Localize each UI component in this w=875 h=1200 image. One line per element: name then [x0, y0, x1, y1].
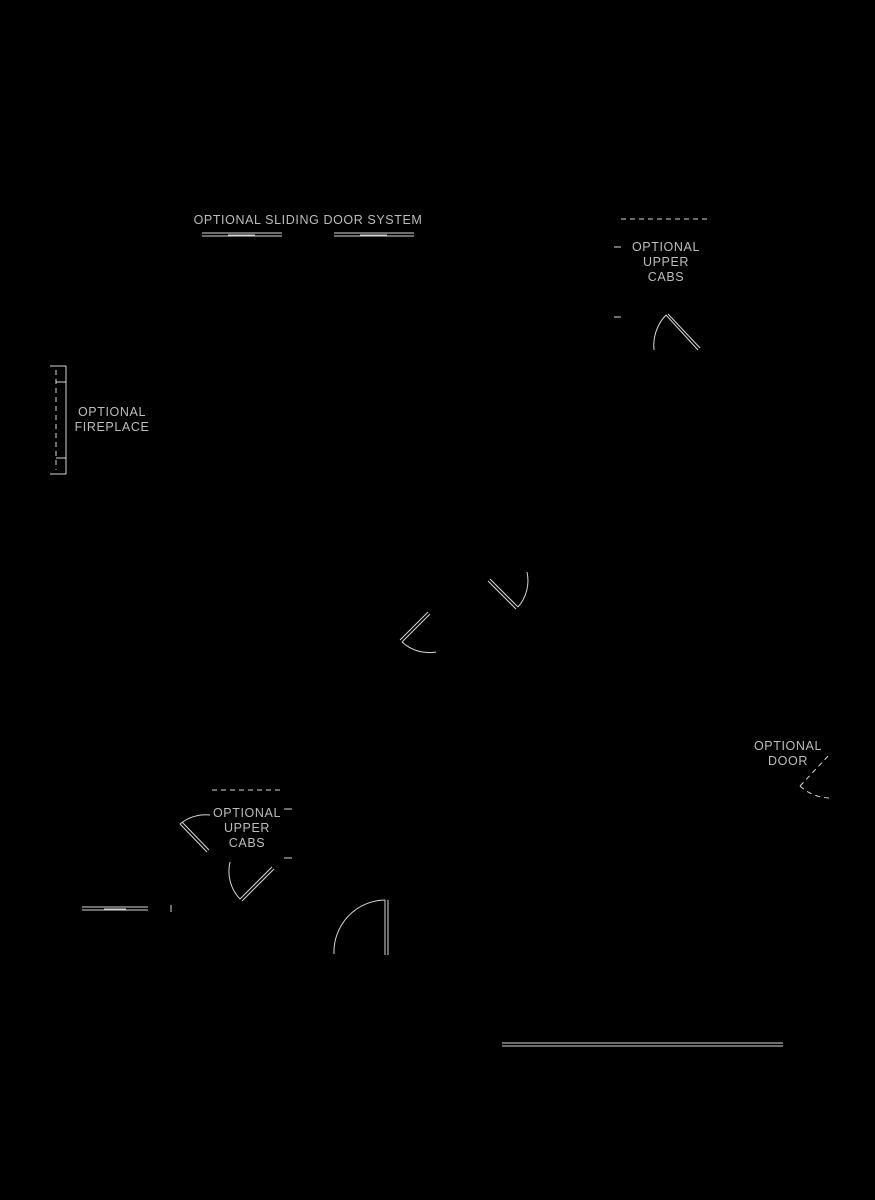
sliding-door-label-text: OPTIONAL SLIDING DOOR SYSTEM	[193, 213, 423, 227]
upper-cabs-top-line-1: OPTIONAL	[631, 240, 700, 254]
upper-cabs-label-bottom	[202, 806, 292, 851]
door-swing-top-right	[654, 314, 700, 350]
door-swing-bottom-left-b	[229, 862, 274, 901]
door-swing-center-lower	[400, 612, 436, 653]
upper-cabs-top-line-3: CABS	[647, 270, 685, 284]
upper-cabs-top-line-2: UPPER	[642, 255, 690, 269]
upper-cabs-bottom-line-2: UPPER	[223, 821, 271, 835]
upper-cabs-label-top	[621, 240, 711, 285]
door-swing-center-upper	[488, 572, 528, 609]
sliding-door-label	[193, 213, 423, 228]
door-swing-bottom-center	[334, 900, 388, 955]
sliding-door-lower-left	[82, 905, 171, 912]
fireplace-label-line-2: FIREPLACE	[74, 420, 150, 434]
sliding-door-system-symbol	[202, 233, 414, 236]
upper-cabs-bottom-line-1: OPTIONAL	[212, 806, 281, 820]
wall-line-bottom-right	[502, 1043, 783, 1046]
upper-cabs-bottom-line-3: CABS	[228, 836, 266, 850]
optional-door-label-line-2: DOOR	[768, 754, 808, 768]
optional-door-label-line-1: OPTIONAL	[753, 739, 822, 753]
fireplace-label-line-1: OPTIONAL	[77, 405, 146, 419]
optional-door-label	[746, 739, 830, 769]
fireplace-label	[62, 405, 162, 435]
